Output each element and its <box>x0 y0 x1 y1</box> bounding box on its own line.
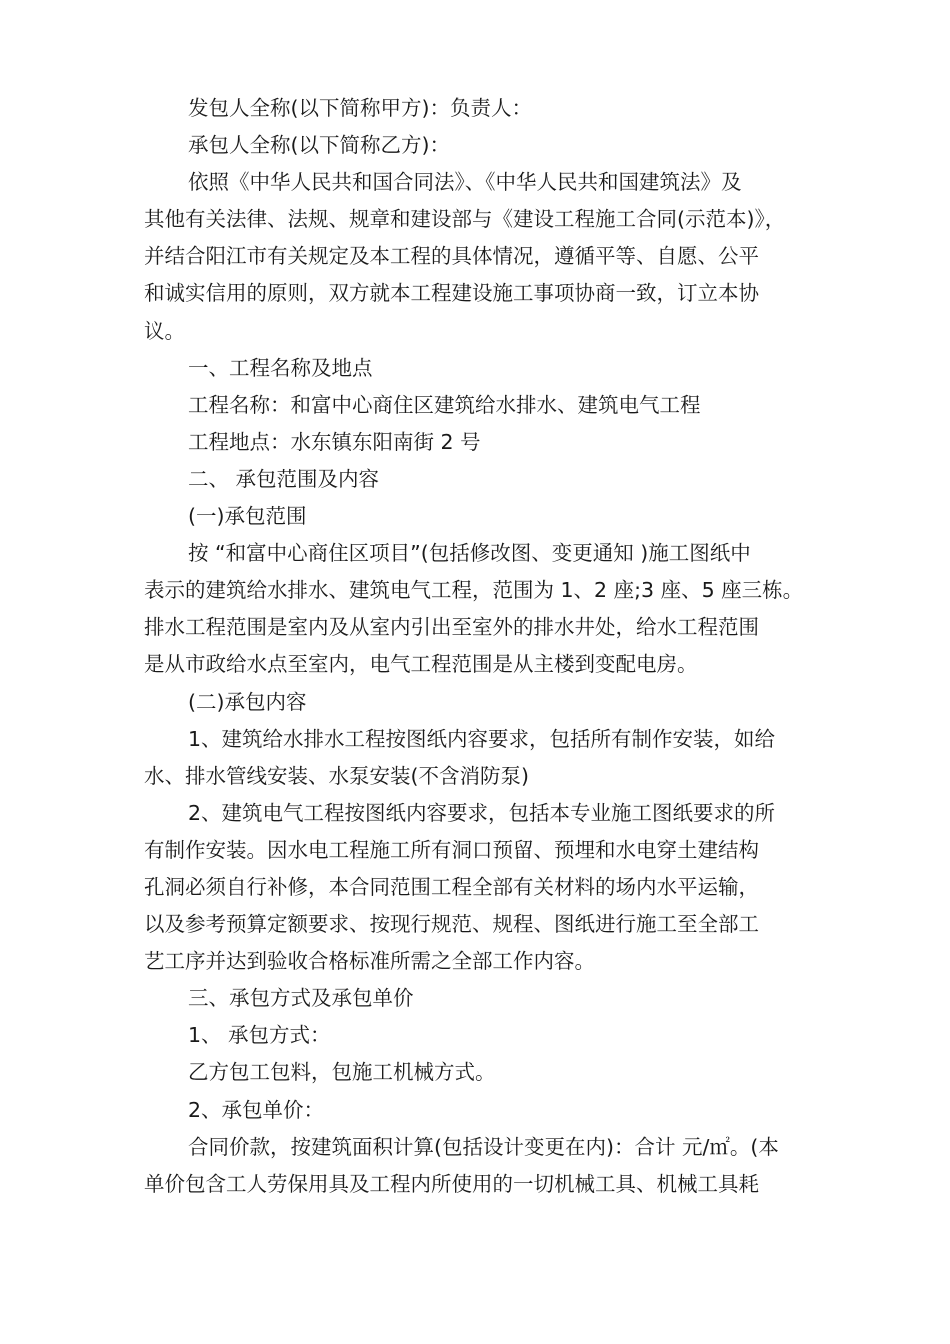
content-item: 以及参考预算定额要求、按现行规范、规程、图纸进行施工至全部工 <box>144 912 759 937</box>
unit-price-line: 合同价款，按建筑面积计算(包括设计变更在内)：合计 元/㎡。(本 <box>188 1134 779 1159</box>
scope-line: 表示的建筑给水排水、建筑电气工程，范围为 1、2 座;3 座、5 座三栋。 <box>144 578 804 603</box>
section-heading: 二、 承包范围及内容 <box>188 466 380 491</box>
content-item: 1、建筑给水排水工程按图纸内容要求，包括所有制作安装，如给 <box>188 726 776 751</box>
subsection-heading: 1、 承包方式： <box>188 1023 331 1048</box>
clause-contractor-name: 承包人全称(以下简称乙方)： <box>188 133 450 158</box>
project-location: 工程地点：水东镇东阳南街 2 号 <box>188 429 481 454</box>
content-item: 孔洞必须自行补修，本合同范围工程全部有关材料的场内水平运输， <box>144 874 759 899</box>
section-heading: 一、工程名称及地点 <box>188 355 373 380</box>
subsection-heading: (一)承包范围 <box>188 504 307 529</box>
preamble-line: 依照《中华人民共和国合同法》、《中华人民共和国建筑法》及 <box>188 170 742 195</box>
contract-method: 乙方包工包料，包施工机械方式。 <box>188 1060 496 1085</box>
clause-employer-name: 发包人全称(以下简称甲方)：负责人： <box>188 96 532 120</box>
document-body <box>144 90 824 1203</box>
content-item: 水、排水管线安装、水泵安装(不含消防泵) <box>144 763 529 788</box>
unit-price-line: 单价包含工人劳保用具及工程内所使用的一切机械工具、机械工具耗 <box>144 1171 759 1196</box>
preamble-line: 议。 <box>144 318 185 343</box>
scope-line: 排水工程范围是室内及从室内引出至室外的排水井处，给水工程范围 <box>144 615 759 640</box>
scope-line: 按 “和富中心商住区项目”(包括修改图、变更通知 )施工图纸中 <box>188 541 751 566</box>
content-item: 有制作安装。因水电工程施工所有洞口预留、预埋和水电穿土建结构 <box>144 837 759 862</box>
scope-line: 是从市政给水点至室内，电气工程范围是从主楼到变配电房。 <box>144 652 698 677</box>
subsection-heading: (二)承包内容 <box>188 689 307 714</box>
content-item: 2、建筑电气工程按图纸内容要求，包括本专业施工图纸要求的所 <box>188 800 776 825</box>
preamble-line: 并结合阳江市有关规定及本工程的具体情况，遵循平等、自愿、公平 <box>144 244 759 269</box>
preamble-line: 其他有关法律、法规、规章和建设部与《建设工程施工合同(示范本)》， <box>144 207 786 232</box>
preamble-line: 和诚实信用的原则，双方就本工程建设施工事项协商一致，订立本协 <box>144 281 759 306</box>
subsection-heading: 2、承包单价： <box>188 1097 325 1122</box>
project-name: 工程名称：和富中心商住区建筑给水排水、建筑电气工程 <box>188 392 701 417</box>
content-item: 艺工序并达到验收合格标准所需之全部工作内容。 <box>144 949 595 974</box>
section-heading: 三、承包方式及承包单价 <box>188 986 414 1011</box>
